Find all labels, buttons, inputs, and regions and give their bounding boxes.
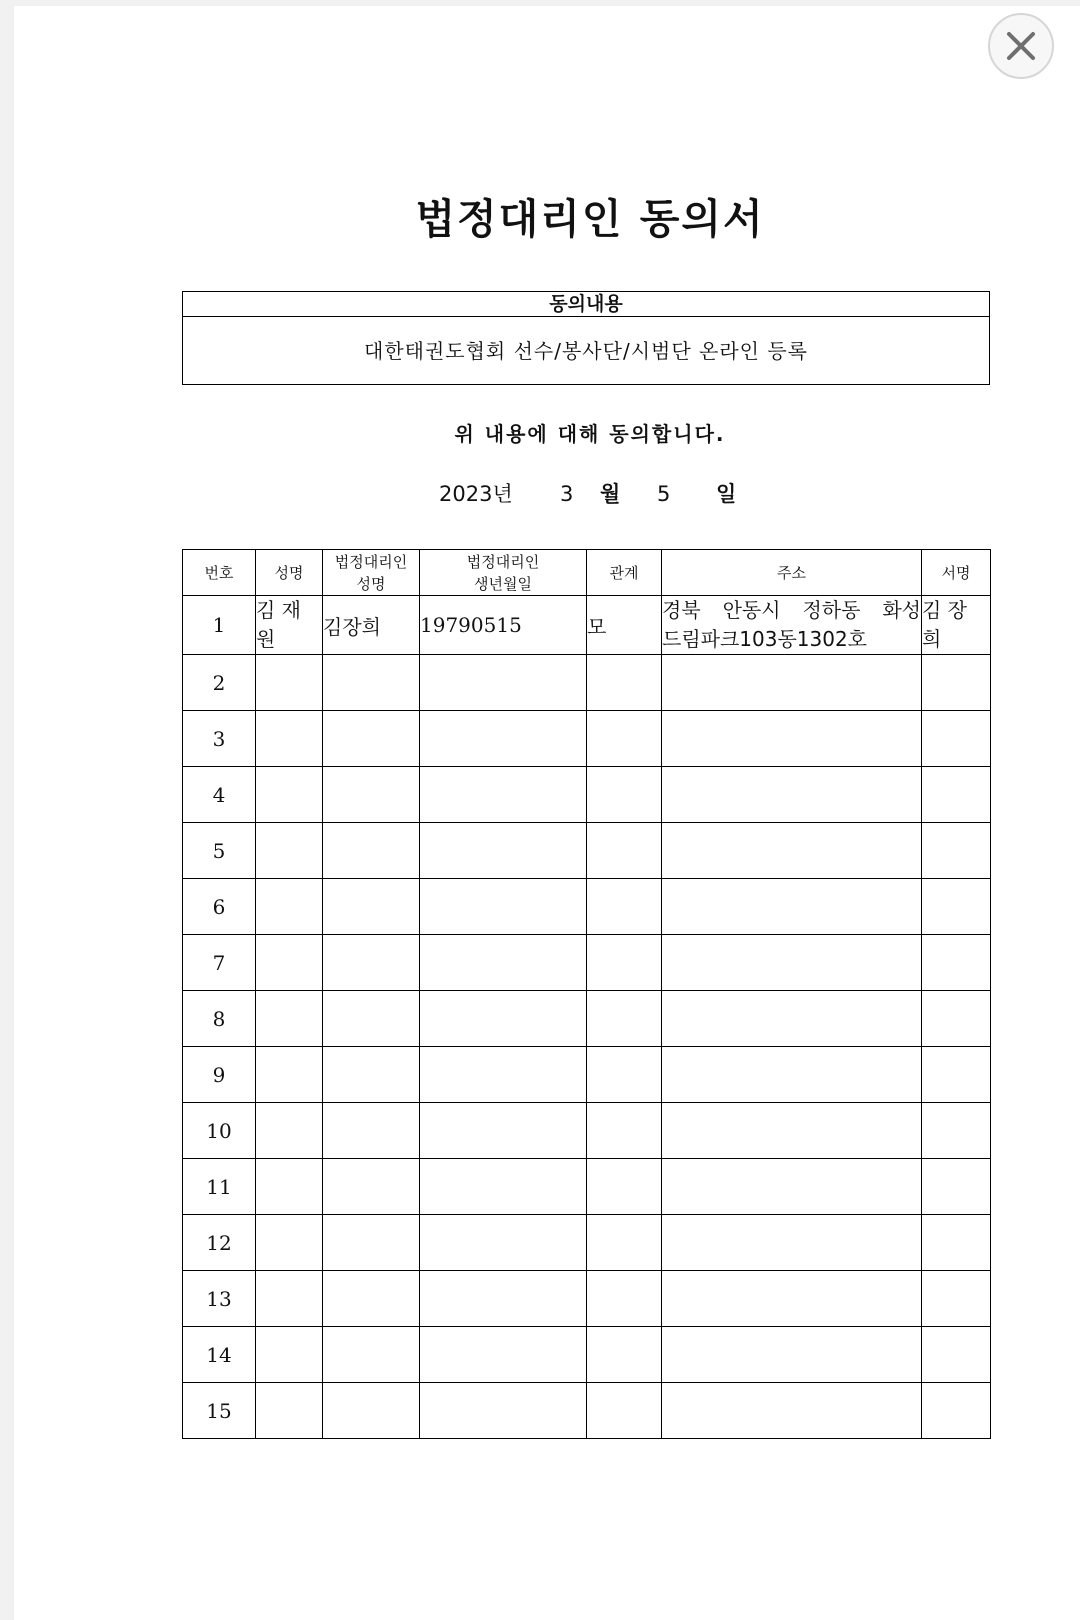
cell-guardian-name bbox=[323, 1327, 420, 1383]
date-day-label: 일 bbox=[716, 482, 737, 506]
cell-no: 11 bbox=[183, 1159, 256, 1215]
cell-name bbox=[256, 879, 323, 935]
cell-address bbox=[662, 1271, 922, 1327]
consent-box bbox=[182, 291, 990, 385]
table-row bbox=[183, 655, 991, 711]
table-row bbox=[183, 879, 991, 935]
guardian-roster-table bbox=[182, 549, 991, 1439]
cell-signature bbox=[922, 935, 991, 991]
cell-address bbox=[662, 991, 922, 1047]
table-row bbox=[183, 1159, 991, 1215]
cell-address bbox=[662, 1103, 922, 1159]
header-no: 번호 bbox=[183, 550, 256, 596]
cell-address bbox=[662, 1159, 922, 1215]
cell-name bbox=[256, 1103, 323, 1159]
cell-relation bbox=[587, 1383, 662, 1439]
cell-no: 2 bbox=[183, 655, 256, 711]
cell-name bbox=[256, 1215, 323, 1271]
cell-guardian-name bbox=[323, 935, 420, 991]
cell-no: 6 bbox=[183, 879, 256, 935]
cell-guardian-name bbox=[323, 879, 420, 935]
cell-name bbox=[256, 1383, 323, 1439]
cell-guardian-birth: 19790515 bbox=[420, 596, 587, 655]
cell-relation bbox=[587, 767, 662, 823]
table-row bbox=[183, 1383, 991, 1439]
cell-no: 7 bbox=[183, 935, 256, 991]
cell-guardian-birth bbox=[420, 767, 587, 823]
cell-guardian-name bbox=[323, 767, 420, 823]
cell-address bbox=[662, 823, 922, 879]
cell-name bbox=[256, 711, 323, 767]
date-month-label: 월 bbox=[600, 482, 621, 506]
cell-relation bbox=[587, 1047, 662, 1103]
cell-guardian-birth bbox=[420, 1327, 587, 1383]
cell-guardian-name bbox=[323, 711, 420, 767]
cell-no: 9 bbox=[183, 1047, 256, 1103]
cell-address bbox=[662, 879, 922, 935]
consent-header: 동의내용 bbox=[183, 292, 989, 317]
cell-address: 경북 안동시 정하동 화성 드림파크103동1302호 bbox=[662, 596, 922, 655]
cell-signature bbox=[922, 1383, 991, 1439]
cell-guardian-birth bbox=[420, 655, 587, 711]
cell-relation bbox=[587, 1159, 662, 1215]
header-signature: 서명 bbox=[922, 550, 991, 596]
cell-name bbox=[256, 823, 323, 879]
cell-no: 10 bbox=[183, 1103, 256, 1159]
cell-relation bbox=[587, 935, 662, 991]
cell-signature: 김 장 희 bbox=[922, 596, 991, 655]
cell-name bbox=[256, 767, 323, 823]
cell-name bbox=[256, 991, 323, 1047]
cell-guardian-name: 김장희 bbox=[323, 596, 420, 655]
table-row bbox=[183, 1327, 991, 1383]
cell-name bbox=[256, 1271, 323, 1327]
header-guardian-name bbox=[323, 550, 420, 596]
cell-address bbox=[662, 655, 922, 711]
cell-signature bbox=[922, 1215, 991, 1271]
cell-address bbox=[662, 767, 922, 823]
cell-relation bbox=[587, 1327, 662, 1383]
date-day: 5 bbox=[657, 482, 671, 506]
document-title: 법정대리인 동의서 bbox=[415, 195, 765, 243]
cell-guardian-birth bbox=[420, 1383, 587, 1439]
table-row bbox=[183, 935, 991, 991]
table-row bbox=[183, 991, 991, 1047]
table-header-row bbox=[183, 550, 991, 596]
cell-signature bbox=[922, 1047, 991, 1103]
cell-address bbox=[662, 935, 922, 991]
cell-relation bbox=[587, 823, 662, 879]
cell-guardian-name bbox=[323, 991, 420, 1047]
cell-name bbox=[256, 1159, 323, 1215]
agree-statement: 위 내용에 대해 동의합니다. bbox=[454, 422, 726, 446]
cell-relation bbox=[587, 1215, 662, 1271]
header-guardian-birth bbox=[420, 550, 587, 596]
cell-signature bbox=[922, 711, 991, 767]
date-year: 2023년 bbox=[439, 482, 513, 506]
cell-guardian-birth bbox=[420, 1271, 587, 1327]
cell-no: 13 bbox=[183, 1271, 256, 1327]
cell-address bbox=[662, 1383, 922, 1439]
cell-relation bbox=[587, 991, 662, 1047]
cell-signature bbox=[922, 991, 991, 1047]
cell-guardian-birth bbox=[420, 879, 587, 935]
close-button[interactable] bbox=[988, 13, 1054, 79]
cell-name bbox=[256, 655, 323, 711]
cell-signature bbox=[922, 655, 991, 711]
cell-guardian-birth bbox=[420, 1159, 587, 1215]
cell-relation bbox=[587, 1271, 662, 1327]
cell-no: 12 bbox=[183, 1215, 256, 1271]
cell-signature bbox=[922, 1103, 991, 1159]
header-guardian-name-line1: 법정대리인 bbox=[334, 552, 408, 571]
table-body bbox=[183, 596, 991, 1439]
header-guardian-birth-line2: 생년월일 bbox=[474, 574, 532, 593]
cell-guardian-name bbox=[323, 1159, 420, 1215]
cell-no: 5 bbox=[183, 823, 256, 879]
cell-guardian-birth bbox=[420, 935, 587, 991]
cell-guardian-birth bbox=[420, 1047, 587, 1103]
viewer-top-edge bbox=[0, 0, 1080, 6]
table-row bbox=[183, 823, 991, 879]
cell-guardian-name bbox=[323, 1215, 420, 1271]
cell-relation: 모 bbox=[587, 596, 662, 655]
header-name: 성명 bbox=[256, 550, 323, 596]
cell-address bbox=[662, 711, 922, 767]
cell-name bbox=[256, 1047, 323, 1103]
cell-guardian-name bbox=[323, 1271, 420, 1327]
date-month: 3 bbox=[560, 482, 574, 506]
cell-name bbox=[256, 935, 323, 991]
consent-body: 대한태권도협회 선수/봉사단/시범단 온라인 등록 bbox=[364, 339, 808, 363]
cell-no: 3 bbox=[183, 711, 256, 767]
cell-guardian-birth bbox=[420, 711, 587, 767]
cell-signature bbox=[922, 1271, 991, 1327]
cell-guardian-birth bbox=[420, 991, 587, 1047]
cell-guardian-name bbox=[323, 655, 420, 711]
cell-signature bbox=[922, 767, 991, 823]
cell-signature bbox=[922, 1327, 991, 1383]
cell-guardian-birth bbox=[420, 1103, 587, 1159]
cell-guardian-name bbox=[323, 823, 420, 879]
cell-guardian-birth bbox=[420, 1215, 587, 1271]
cell-address bbox=[662, 1047, 922, 1103]
cell-guardian-name bbox=[323, 1383, 420, 1439]
cell-address bbox=[662, 1215, 922, 1271]
cell-name bbox=[256, 1327, 323, 1383]
cell-signature bbox=[922, 1159, 991, 1215]
cell-no: 4 bbox=[183, 767, 256, 823]
cell-relation bbox=[587, 711, 662, 767]
table-row bbox=[183, 711, 991, 767]
header-guardian-name-line2: 성명 bbox=[356, 574, 386, 593]
cell-relation bbox=[587, 879, 662, 935]
cell-relation bbox=[587, 655, 662, 711]
cell-no: 14 bbox=[183, 1327, 256, 1383]
cell-signature bbox=[922, 823, 991, 879]
close-icon bbox=[990, 15, 1052, 77]
table-row bbox=[183, 767, 991, 823]
table-row bbox=[183, 1215, 991, 1271]
header-guardian-birth-line1: 법정대리인 bbox=[466, 552, 540, 571]
cell-no: 1 bbox=[183, 596, 256, 655]
table-row bbox=[183, 1103, 991, 1159]
cell-relation bbox=[587, 1103, 662, 1159]
table-row bbox=[183, 1271, 991, 1327]
cell-signature bbox=[922, 879, 991, 935]
header-relation: 관계 bbox=[587, 550, 662, 596]
cell-guardian-birth bbox=[420, 823, 587, 879]
header-address: 주소 bbox=[662, 550, 922, 596]
table-row bbox=[183, 596, 991, 655]
cell-no: 8 bbox=[183, 991, 256, 1047]
cell-name: 김 재 원 bbox=[256, 596, 323, 655]
cell-address bbox=[662, 1327, 922, 1383]
cell-guardian-name bbox=[323, 1103, 420, 1159]
cell-no: 15 bbox=[183, 1383, 256, 1439]
cell-guardian-name bbox=[323, 1047, 420, 1103]
table-row bbox=[183, 1047, 991, 1103]
